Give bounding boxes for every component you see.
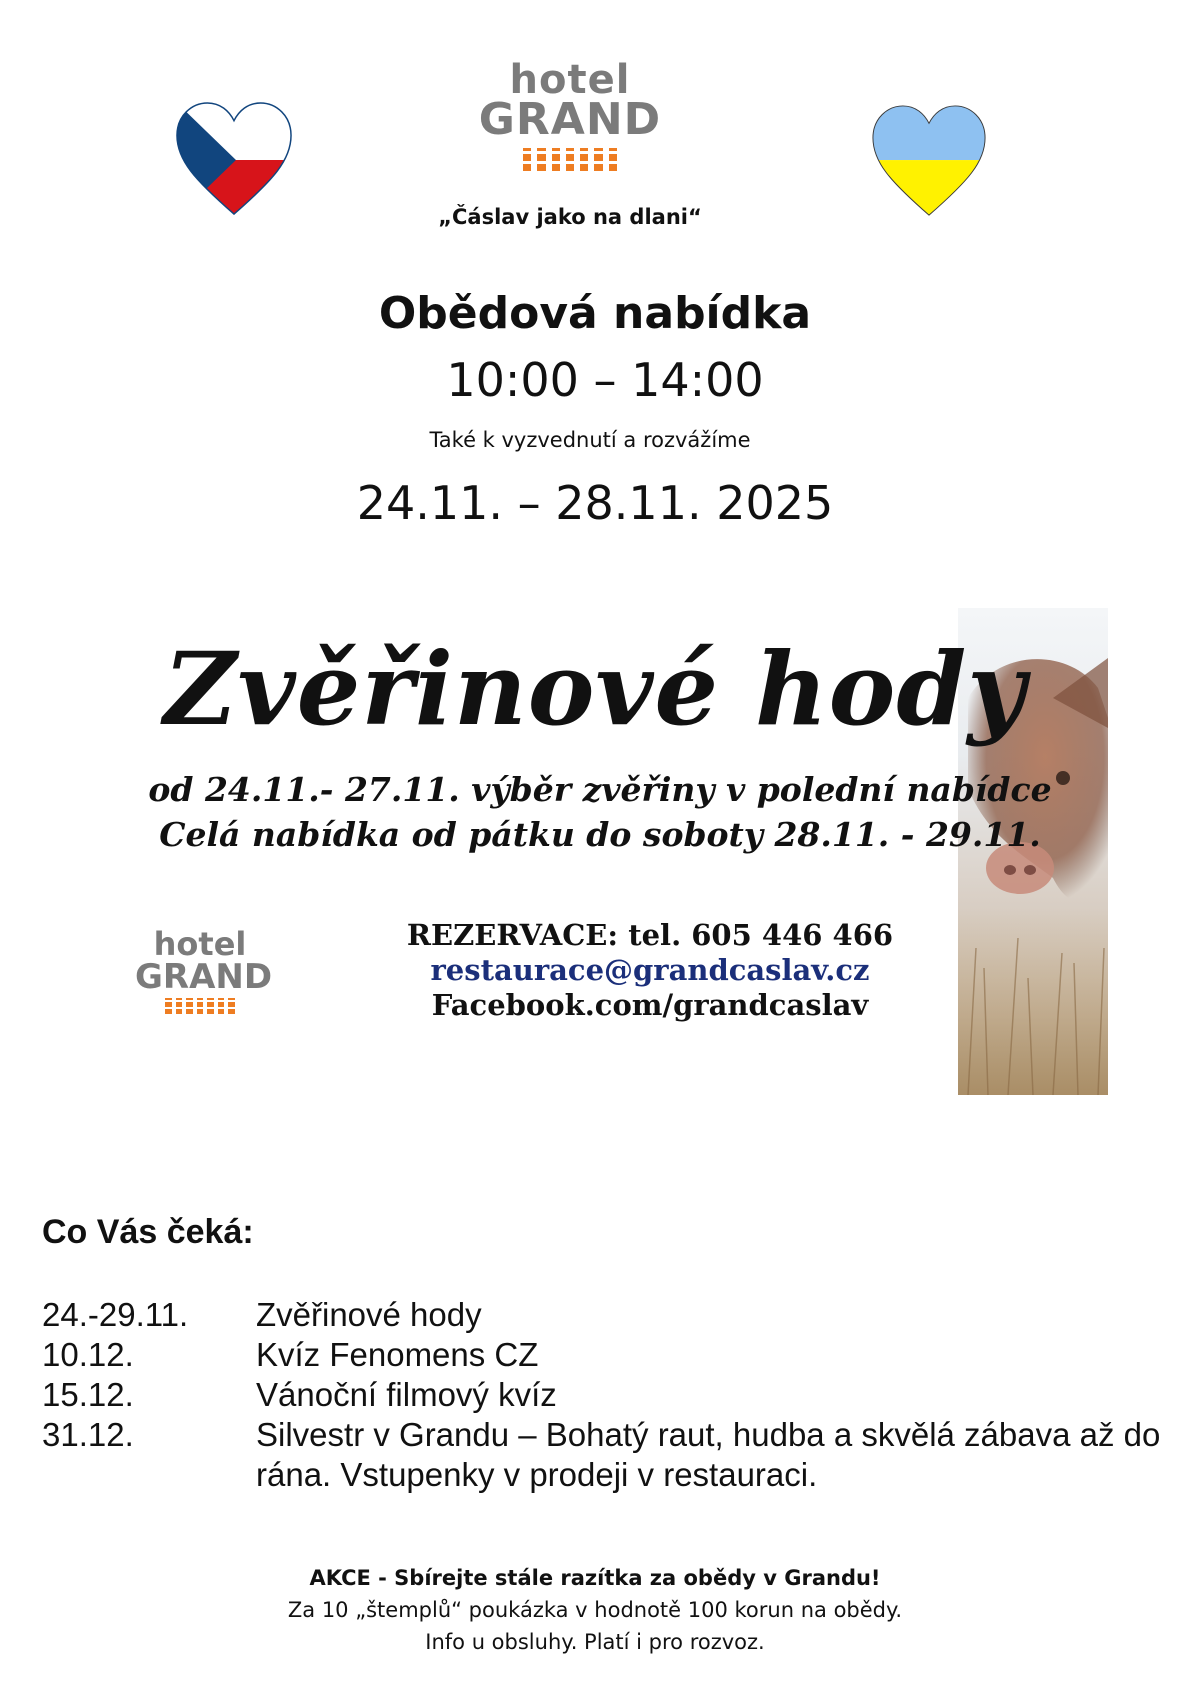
event-date: 24.-29.11. xyxy=(42,1296,189,1333)
event-item xyxy=(42,1335,1162,1375)
menu-title: Obědová nabídka xyxy=(378,288,812,339)
event-date: 15.12. xyxy=(42,1376,134,1413)
hotel-grand-logo-small xyxy=(135,925,273,1014)
logo-bricks-icon xyxy=(165,998,235,1014)
event-text: Zvěřinové hody xyxy=(256,1296,482,1333)
reservation-phone: REZERVACE: tel. 605 446 466 xyxy=(406,918,894,952)
banner-line-2: Celá nabídka od pátku do soboty 28.11. - 29.11. xyxy=(159,815,1041,854)
pickup-note: Také k vyzvednutí a rozvážíme xyxy=(429,428,751,452)
logo-hotel-text: hotel xyxy=(509,57,631,103)
hotel-grand-logo xyxy=(470,57,670,171)
promo-line-2: Info u obsluhy. Platí i pro rozvoz. xyxy=(425,1630,765,1654)
facebook-link[interactable]: Facebook.com/grandcaslav xyxy=(431,988,869,1022)
banner-title: Zvěřinové hody xyxy=(163,630,1027,748)
logo-bricks-icon xyxy=(523,148,617,171)
ukraine-heart-icon xyxy=(870,104,988,220)
event-date: 31.12. xyxy=(42,1416,134,1453)
promo-heading: AKCE - Sbírejte stále razítka za obědy v Grandu! xyxy=(309,1566,881,1590)
logo-hotel-text: hotel xyxy=(153,925,247,963)
menu-dates: 24.11. – 28.11. 2025 xyxy=(356,476,834,530)
event-item xyxy=(42,1375,1162,1415)
events-heading: Co Vás čeká: xyxy=(42,1213,254,1251)
event-date: 10.12. xyxy=(42,1336,134,1373)
promo-line-1: Za 10 „štemplů“ poukázka v hodnotě 100 korun na obědy. xyxy=(287,1598,903,1622)
czech-heart-icon xyxy=(175,100,293,220)
event-item xyxy=(42,1295,1162,1335)
slogan: „Čáslav jako na dlani“ xyxy=(438,205,702,229)
event-item xyxy=(42,1415,1162,1495)
logo-grand-text: GRAND xyxy=(478,94,662,145)
event-text: Kvíz Fenomens CZ xyxy=(256,1336,539,1373)
event-text: Silvestr v Grandu – Bohatý raut, hudba a skvělá zábava až do rána. Vstupenky v prodeji v restauraci. xyxy=(256,1416,1161,1493)
event-text: Vánoční filmový kvíz xyxy=(256,1376,557,1413)
banner-line-1: od 24.11.- 27.11. výběr zvěřiny v polední nabídce xyxy=(148,770,1052,809)
logo-grand-text: GRAND xyxy=(135,957,273,997)
menu-hours: 10:00 – 14:00 xyxy=(446,353,764,407)
events-list xyxy=(42,1295,1162,1495)
reservation-email[interactable]: restaurace@grandcaslav.cz xyxy=(430,953,870,987)
